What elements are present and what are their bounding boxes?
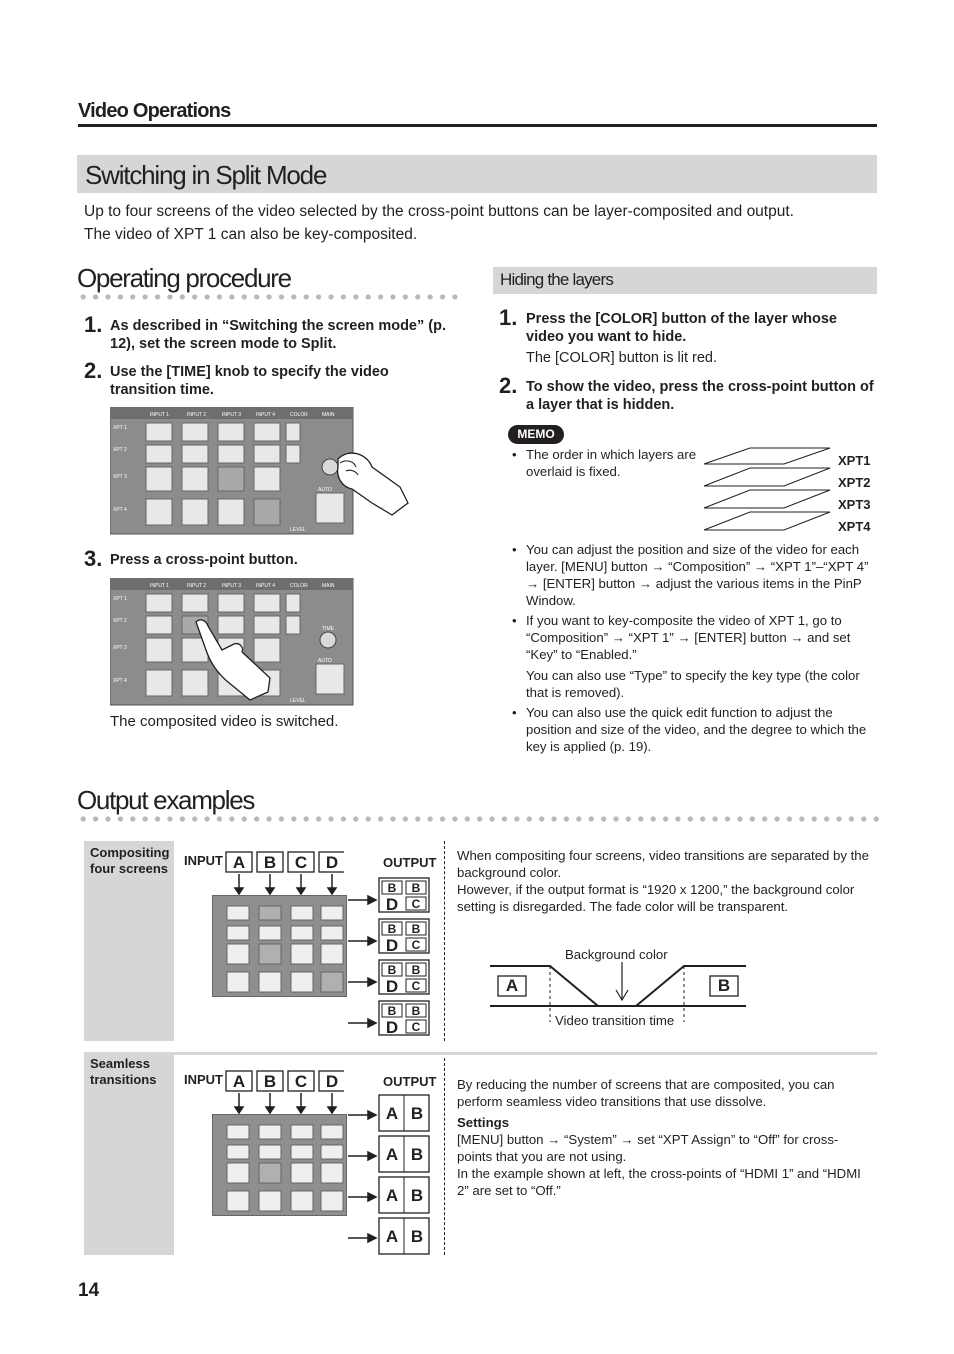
- intro-line-2: The video of XPT 1 can also be key-composited.: [84, 226, 418, 243]
- step-number: 3.: [84, 546, 103, 571]
- page-number: 14: [78, 1280, 100, 1301]
- section-header: Video Operations: [78, 100, 231, 122]
- svg-text:AUTO: AUTO: [318, 658, 332, 664]
- svg-text:B: B: [410, 1186, 424, 1205]
- svg-text:B: B: [263, 1072, 277, 1091]
- paragraph: However, if the output format is “1920 x 1200,” the background color setting is disregarded. The fade color will be transparent.: [457, 882, 855, 914]
- hiding-heading-bar: [493, 267, 877, 294]
- svg-text:B: B: [387, 922, 397, 936]
- transition-from-label: A: [505, 976, 519, 995]
- svg-text:XPT 1: XPT 1: [113, 425, 127, 431]
- list-item: • You can also use the quick edit function to adjust the position and size of the video, and the degree to which the key is applied (p. 19).: [508, 704, 878, 755]
- svg-text:D: D: [325, 853, 339, 872]
- title-bar: [77, 155, 877, 193]
- layer-labels: [838, 450, 871, 538]
- header-rule: [78, 124, 877, 127]
- list-item: • You can adjust the position and size of the video for each layer. [MENU] button → “Composition” → “XPT 1”–“XPT 4” → [ENTER] button → adjust the various items in the PinP Window.: [508, 541, 878, 609]
- svg-text:C: C: [294, 1072, 308, 1091]
- input-label: INPUT: [184, 853, 223, 868]
- switcher-panel-illustration: [110, 407, 410, 537]
- intro-line-1: Up to four screens of the video selected by the cross-point buttons can be layer-composited and output.: [84, 203, 794, 220]
- svg-text:B: B: [410, 1227, 424, 1246]
- intro-text: [84, 200, 794, 246]
- list-item: • If you want to key-composite the video of XPT 1, go to “Composition” → “XPT 1” → [ENTER] button → and set “Key” to “Enabled.”: [508, 612, 878, 663]
- page-title: Switching in Split Mode: [85, 160, 327, 190]
- svg-text:B: B: [411, 922, 421, 936]
- svg-text:A: A: [385, 1104, 399, 1123]
- paragraph: When compositing four screens, video transitions are separated by the background color.: [457, 848, 869, 880]
- svg-text:LEVEL: LEVEL: [290, 698, 306, 704]
- layer-label: XPT1: [838, 453, 871, 468]
- row-label: Compositing four screens: [90, 845, 170, 876]
- svg-text:COLOR: COLOR: [290, 583, 308, 589]
- svg-text:INPUT 2: INPUT 2: [187, 583, 207, 589]
- output-heading: Output examples: [77, 785, 255, 815]
- step-text: Press a cross-point button.: [110, 552, 298, 568]
- column-divider: [444, 1058, 445, 1255]
- svg-text:B: B: [410, 1145, 424, 1164]
- svg-text:XPT 2: XPT 2: [113, 618, 127, 624]
- svg-text:A: A: [232, 853, 246, 872]
- input-label: INPUT: [184, 1072, 223, 1087]
- row-label-cell: [84, 841, 174, 1041]
- row-label: Seamless transitions: [90, 1056, 157, 1087]
- svg-text:D: D: [385, 895, 399, 914]
- layer-stack-diagram: [700, 446, 840, 538]
- svg-text:A: A: [232, 1072, 246, 1091]
- dotted-rule: [77, 294, 463, 300]
- transition-time-label: Video transition time: [555, 1013, 675, 1028]
- svg-text:XPT 1: XPT 1: [113, 596, 127, 602]
- background-color-label: Background color: [565, 947, 668, 962]
- layer-label: XPT3: [838, 497, 871, 512]
- layer-label: XPT4: [838, 519, 871, 534]
- svg-text:INPUT 3: INPUT 3: [222, 583, 242, 589]
- svg-text:XPT 4: XPT 4: [113, 507, 127, 513]
- output-label: OUTPUT: [383, 1074, 437, 1089]
- svg-text:C: C: [411, 938, 421, 952]
- note-extra-text: You can also use “Type” to specify the key type (the color that is removed).: [526, 668, 860, 700]
- svg-text:B: B: [263, 853, 277, 872]
- step-text: To show the video, press the cross-point button of a layer that is hidden.: [526, 379, 874, 413]
- svg-text:INPUT 3: INPUT 3: [222, 412, 242, 418]
- svg-text:TIME: TIME: [322, 626, 334, 632]
- input-boxes-diagram: [224, 1069, 344, 1119]
- row-separator: [84, 1052, 877, 1055]
- svg-text:D: D: [385, 936, 399, 955]
- memo-first-note: [508, 446, 708, 480]
- step-text: Use the [TIME] knob to specify the video transition time.: [110, 364, 389, 398]
- step-text: Press the [COLOR] button of the layer whose video you want to hide.: [526, 311, 837, 345]
- svg-text:B: B: [410, 1104, 424, 1123]
- svg-text:C: C: [411, 979, 421, 993]
- row-description: [457, 1076, 867, 1199]
- svg-text:INPUT 4: INPUT 4: [256, 583, 276, 589]
- svg-text:C: C: [294, 853, 308, 872]
- svg-text:INPUT 4: INPUT 4: [256, 412, 276, 418]
- step-number: 2.: [499, 373, 518, 398]
- svg-text:INPUT 1: INPUT 1: [150, 412, 170, 418]
- svg-text:MAIN: MAIN: [322, 583, 335, 589]
- list-item: • The order in which layers are overlaid is fixed.: [508, 446, 708, 480]
- transition-to-label: B: [717, 976, 731, 995]
- svg-text:XPT 4: XPT 4: [113, 678, 127, 684]
- svg-text:MAIN: MAIN: [322, 412, 335, 418]
- svg-text:A: A: [385, 1186, 399, 1205]
- svg-text:XPT 2: XPT 2: [113, 447, 127, 453]
- paragraph: [MENU] button → “System” → set “XPT Assign” to “Off” for cross-points that you are not using.: [457, 1132, 839, 1164]
- svg-text:B: B: [387, 963, 397, 977]
- svg-text:C: C: [411, 1020, 421, 1034]
- svg-text:COLOR: COLOR: [290, 412, 308, 418]
- step-subtext: The [COLOR] button is lit red.: [526, 350, 717, 366]
- svg-text:A: A: [385, 1145, 399, 1164]
- layer-label: XPT2: [838, 475, 871, 490]
- output-label: OUTPUT: [383, 855, 437, 870]
- svg-text:A: A: [385, 1227, 399, 1246]
- svg-text:B: B: [411, 1004, 421, 1018]
- switcher-panel-thumbnail: [212, 895, 347, 997]
- hiding-notes: [508, 541, 878, 755]
- svg-text:XPT 3: XPT 3: [113, 645, 127, 651]
- memo-badge: MEMO: [508, 425, 564, 444]
- svg-text:B: B: [387, 881, 397, 895]
- step-number: 2.: [84, 358, 103, 383]
- dotted-rule: [77, 816, 879, 822]
- svg-text:D: D: [385, 977, 399, 996]
- row-label-cell: [84, 1055, 174, 1255]
- svg-text:D: D: [385, 1018, 399, 1036]
- svg-text:LEVEL: LEVEL: [290, 527, 306, 533]
- hiding-heading: Hiding the layers: [500, 270, 614, 289]
- output-seamless-diagram: [346, 1093, 436, 1259]
- operating-heading: Operating procedure: [77, 263, 291, 293]
- step-number: 1.: [499, 305, 518, 330]
- step-text: As described in “Switching the screen mode” (p. 12), set the screen mode to Split.: [110, 318, 446, 352]
- svg-text:AUTO: AUTO: [318, 487, 332, 493]
- svg-text:INPUT 2: INPUT 2: [187, 412, 207, 418]
- output-composite-diagram: [346, 876, 436, 1036]
- composited-note: The composited video is switched.: [110, 713, 339, 730]
- switcher-panel-thumbnail: [212, 1114, 347, 1216]
- note-extra: [508, 667, 878, 701]
- column-divider: [444, 841, 445, 1041]
- svg-text:B: B: [411, 963, 421, 977]
- switcher-panel-illustration: [110, 578, 360, 708]
- paragraph: In the example shown at left, the cross-points of “HDMI 1” and “HDMI 2” are set to “Off.”: [457, 1166, 861, 1198]
- svg-text:D: D: [325, 1072, 339, 1091]
- paragraph: By reducing the number of screens that are composited, you can perform seamless video transitions that use dissolve.: [457, 1077, 835, 1109]
- svg-text:XPT 3: XPT 3: [113, 474, 127, 480]
- settings-title: Settings: [457, 1115, 510, 1130]
- svg-text:C: C: [411, 897, 421, 911]
- svg-text:B: B: [411, 881, 421, 895]
- row-description: [457, 847, 872, 915]
- svg-text:INPUT 1: INPUT 1: [150, 583, 170, 589]
- svg-text:B: B: [387, 1004, 397, 1018]
- step-number: 1.: [84, 312, 103, 337]
